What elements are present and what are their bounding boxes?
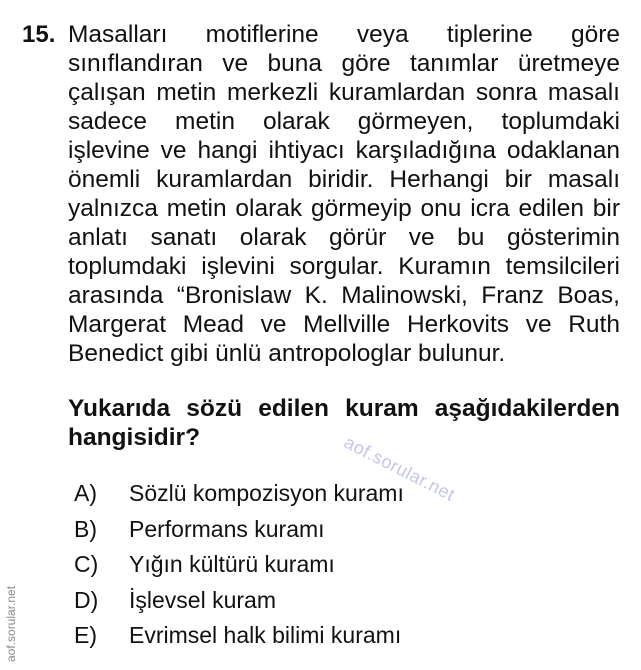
question-body: Masalları motiflerine veya tiplerine göre sınıflandıran ve buna göre tanımlar üretmeye çalışan metin merkezli kuramlardan sonra masalı sadece metin olarak görmeyen, toplumdaki işlevine ve hangi ihtiyacı karşıladığına odaklanan önemli kuramlardan biridir. Herhangi bir masalı yalnızca metin olarak görmeyip onu icra edilen bir anlatı sanatı olarak görür ve bu gösterimin toplumdaki işlevini sorgular. Kuramın temsilcileri arasında “Bronislaw K. Malinowski, Franz Boas, Margerat Mead ve Mellville Herkovits ve Ruth Benedict gibi ünlü antropologlar bulunur. (68, 21, 620, 367)
option-e[interactable] (68, 618, 608, 654)
watermark-side: aof.sorular.net (4, 585, 18, 662)
watermark-center: aof.sorular.net (340, 432, 459, 506)
option-letter: A) (74, 480, 97, 507)
option-a[interactable] (68, 476, 608, 512)
option-text: Evrimsel halk bilimi kuramı (129, 622, 402, 649)
question-number: 15. (22, 21, 56, 48)
option-d[interactable] (68, 583, 608, 619)
option-text: İşlevsel kuram (129, 586, 276, 613)
answer-options (68, 476, 608, 654)
option-letter: D) (74, 586, 99, 613)
option-letter: C) (74, 551, 99, 578)
option-text: Yığın kültürü kuramı (129, 551, 335, 578)
option-b[interactable] (68, 512, 608, 548)
option-text: Sözlü kompozisyon kuramı (129, 480, 404, 507)
option-letter: B) (74, 515, 97, 542)
option-text: Performans kuramı (129, 515, 325, 542)
question-prompt: Yukarıda sözü edilen kuram aşağıdakilerden hangisidir? (68, 395, 620, 451)
option-c[interactable] (68, 547, 608, 583)
option-letter: E) (74, 622, 97, 649)
